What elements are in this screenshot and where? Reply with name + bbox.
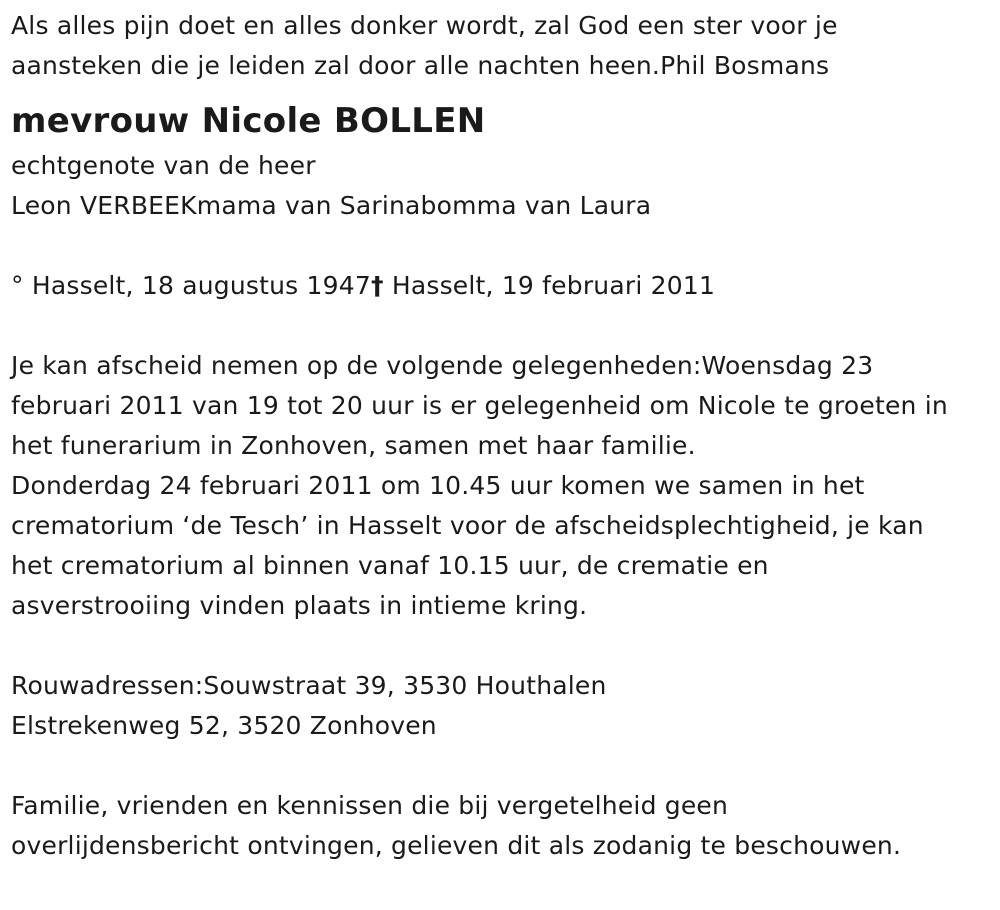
farewell-line: Donderdag 24 februari 2011 om 10.45 uur komen we samen in het	[11, 471, 865, 500]
address-line-2: Elstrekenweg 52, 3520 Zonhoven	[11, 711, 437, 740]
relations-line: Leon VERBEEKmama van Sarinabomma van Laura	[11, 191, 652, 220]
quote-line-2: aansteken die je leiden zal door alle nachten heen.Phil Bosmans	[11, 51, 830, 80]
address-line-1: Rouwadressen:Souwstraat 39, 3530 Houthalen	[11, 671, 607, 700]
obituary-document	[11, 6, 991, 866]
birth-info: Hasselt, 18 augustus 1947	[31, 271, 371, 300]
spacer	[11, 306, 991, 346]
farewell-line: Je kan afscheid nemen op de volgende gelegenheden:Woensdag 23	[11, 351, 874, 380]
spacer	[11, 626, 991, 666]
farewell-line: crematorium ‘de Tesch’ in Hasselt voor de afscheidsplechtigheid, je kan	[11, 511, 924, 540]
cross-icon: †	[370, 271, 384, 300]
spacer	[11, 746, 991, 786]
farewell-line: het crematorium al binnen vanaf 10.15 uur, de crematie en	[11, 551, 769, 580]
spacer	[11, 226, 991, 266]
deceased-name: mevrouw Nicole BOLLEN	[11, 101, 486, 141]
quote-line-1: Als alles pijn doet en alles donker wordt, zal God een ster voor je	[11, 11, 838, 40]
farewell-line: februari 2011 van 19 tot 20 uur is er gelegenheid om Nicole te groeten in	[11, 391, 948, 420]
dates-line	[11, 266, 991, 306]
spouse-label: echtgenote van de heer	[11, 151, 316, 180]
death-info: Hasselt, 19 februari 2011	[391, 271, 716, 300]
farewell-line: het funerarium in Zonhoven, samen met haar familie.	[11, 431, 696, 460]
farewell-line: asverstrooiing vinden plaats in intieme kring.	[11, 591, 588, 620]
closing-line-2: overlijdensbericht ontvingen, gelieven dit als zodanig te beschouwen.	[11, 831, 902, 860]
closing-line-1: Familie, vrienden en kennissen die bij vergetelheid geen	[11, 791, 729, 820]
birth-marker: °	[11, 271, 24, 300]
